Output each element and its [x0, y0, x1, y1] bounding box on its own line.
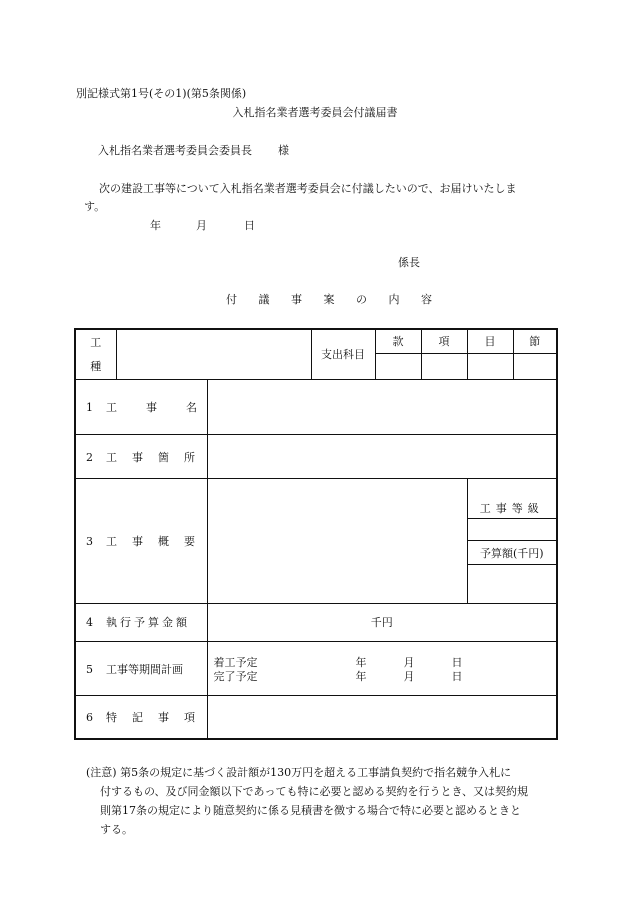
shishutsu-kamoku-label: 支出科目 [311, 329, 375, 379]
date-month-label: 月 [196, 219, 207, 232]
document-title: 入札指名業者選考委員会付議届書 [232, 106, 398, 119]
section-title-char: 内 [388, 293, 400, 306]
body-text-line-2: す。 [84, 200, 106, 213]
schedule-start-year: 年 [355, 655, 367, 669]
note-line-4: する。 [100, 823, 133, 836]
section-title [226, 291, 432, 307]
project-location-value[interactable] [207, 435, 557, 479]
row-label-budget: 4 執行予算金額 [75, 603, 207, 641]
koushu-label-bottom: 種 [75, 353, 116, 379]
note-line-1: (注意) 第5条の規定に基づく設計額が130万円を超える工事請負契約で指名競争入札に [86, 766, 512, 779]
row-label-project-location: 2 工 事 箇 所 [75, 435, 207, 479]
budget-head-kan: 款 [375, 329, 421, 353]
koushu-label-top: 工 [75, 329, 116, 353]
section-title-char: の [356, 293, 367, 306]
row-label-project-name: 1 工 事 名 [75, 379, 207, 434]
budget-kou-value[interactable] [421, 353, 467, 379]
project-summary-value[interactable] [207, 479, 467, 604]
section-title-char: 事 [291, 293, 302, 306]
budget-head-moku: 目 [467, 329, 513, 353]
section-title-char: 付 [226, 293, 237, 306]
budget-moku-value[interactable] [467, 353, 513, 379]
proposal-form-table [74, 328, 558, 740]
date-year-label: 年 [150, 219, 161, 232]
grade-label: 工事等級 [479, 502, 544, 516]
schedule-start-month: 月 [403, 655, 415, 669]
section-title-char: 容 [421, 293, 432, 306]
schedule-cell[interactable] [207, 641, 557, 695]
budget-head-setsu: 節 [513, 329, 557, 353]
schedule-end-label: 完了予定 [213, 669, 258, 683]
budget-kan-value[interactable] [375, 353, 421, 379]
estimate-label: 予算額(千円) [479, 546, 544, 560]
budget-setsu-value[interactable] [513, 353, 557, 379]
date-day-label: 日 [244, 219, 255, 232]
row-label-special-notes: 6 特 記 事 項 [75, 696, 207, 739]
schedule-end-year: 年 [355, 669, 367, 683]
budget-value[interactable] [207, 603, 557, 641]
grade-estimate-box [467, 479, 557, 604]
budget-head-kou: 項 [421, 329, 467, 353]
body-text-line-1: 次の建設工事等について入札指名業者選考委員会に付議したいので、お届けいたしま [99, 182, 517, 195]
budget-unit: 千円 [370, 616, 393, 630]
section-title-char: 議 [258, 293, 270, 306]
addressee-name: 入札指名業者選考委員会委員長 [98, 144, 252, 157]
signer-title: 係長 [398, 256, 420, 269]
addressee-honorific: 様 [278, 144, 289, 157]
row-label-project-summary: 3 工 事 概 要 [75, 479, 207, 604]
project-name-value[interactable] [207, 379, 557, 434]
special-notes-value[interactable] [207, 696, 557, 739]
row-label-schedule: 5 工事等期間計画 [75, 641, 207, 695]
grade-value[interactable] [468, 519, 557, 541]
form-label: 別記様式第1号(その1)(第5条関係) [76, 87, 247, 100]
note-line-3: 則第17条の規定により随意契約に係る見積書を徴する場合で特に必要と認めるときと [100, 804, 521, 817]
estimate-value[interactable] [468, 565, 557, 601]
schedule-start-label: 着工予定 [213, 655, 258, 669]
note-block [86, 763, 556, 839]
schedule-start-day: 日 [451, 655, 463, 669]
schedule-end-day: 日 [451, 669, 463, 683]
section-title-char: 案 [323, 293, 335, 306]
schedule-end-month: 月 [403, 669, 415, 683]
koushu-value-cell[interactable] [116, 329, 311, 379]
note-line-2: 付するもの、及び同金額以下であっても特に必要と認める契約を行うとき、又は契約規 [100, 785, 529, 798]
